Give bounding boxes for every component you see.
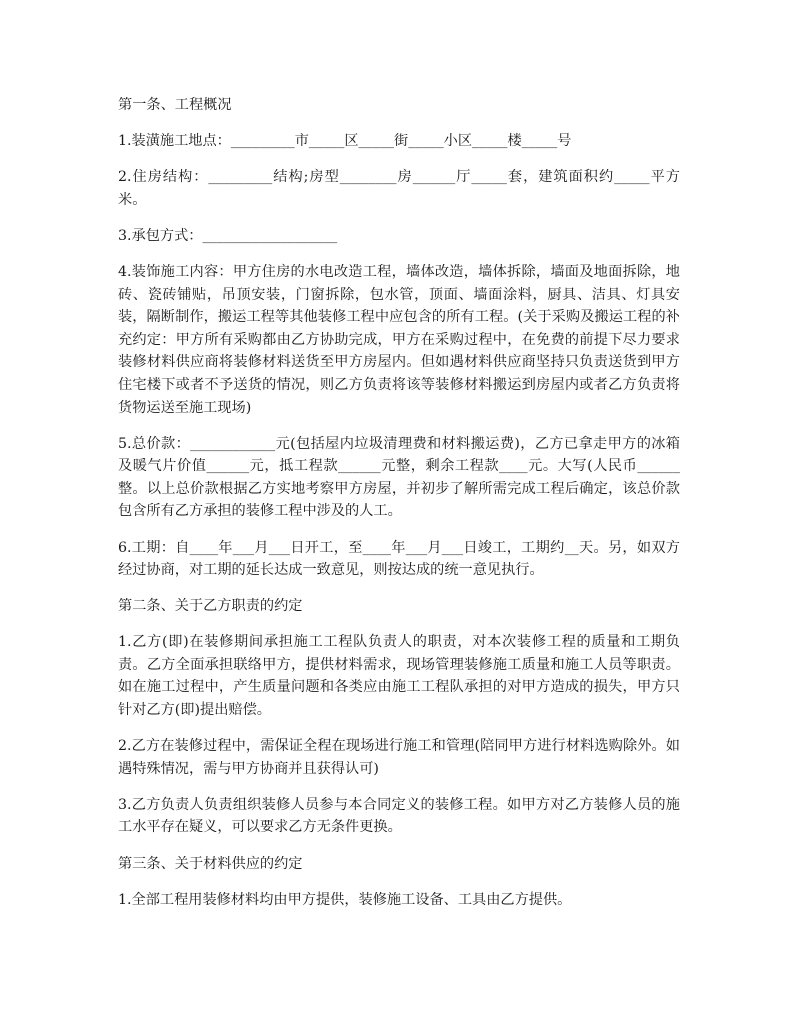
clause-2-3-workers: 3.乙方负责人负责组织装修人员参与本合同定义的装修工程。如甲方对乙方装修人员的施工水平存在疑义，可以要求乙方无条件更换。 — [118, 796, 680, 836]
clause-1-3-contract-method: 3.承包方式：___________________ — [118, 227, 338, 244]
clause-2-2-onsite: 2.乙方在装修过程中，需保证全程在现场进行施工和管理(陪同甲方进行材料选购除外。如遇特殊情况，需与甲方协商并且获得认可) — [118, 738, 680, 777]
clause-1-1-location: 1.装潢施工地点：_________市_____区_____街_____小区_____楼_____号 — [118, 133, 572, 150]
clause-2-1-responsibility: 1.乙方(即)在装修期间承担施工工程队负责人的职责，对本次装修工程的质量和工期负责。乙方全面承担联络甲方，提供材料需求，现场管理装修施工质量和施工人员等职责。如在施工过程中，产生质量问题和各类应由施工工程队承担的对甲方造成的损失，甲方只针对乙方(即)提出赔偿。 — [118, 634, 680, 719]
clause-1-5-total-price: 5.总价款：____________元(包括屋内垃圾清理费和材料搬运费)，乙方已拿走甲方的冰箱及暖气片价值______元，抵工程款______元整，剩余工程款____元。大写(人民币______整。以上总价款根据乙方实地考察甲方房屋，并初步了解所需完成工程后确定，该总价款包含所有乙方承担的装修工程中涉及的人工。 — [118, 435, 680, 520]
clause-3-1-materials: 1.全部工程用装修材料均由甲方提供，装修施工设备、工具由乙方提供。 — [118, 891, 572, 908]
document-page — [118, 94, 680, 925]
section-heading-2: 第二条、关于乙方职责的约定 — [118, 598, 303, 615]
section-heading-1: 第一条、工程概况 — [118, 97, 232, 113]
clause-1-4-scope: 4.装饰施工内容：甲方住房的水电改造工程，墙体改造，墙体拆除，墙面及地面拆除，地砖、瓷砖铺贴，吊顶安装，门窗拆除，包水管，顶面、墙面涂料，厨具、洁具、灯具安装，隔断制作，搬运工程等其他装修工程中应包含的所有工程。(关于采购及搬运工程的补充约定：甲方所有采购都由乙方协助完成，甲方在采购过程中，在免费的前提下尽力要求装修材料供应商将装修材料送货至甲方房屋内。但如遇材料供应商坚持只负责送货到甲方住宅楼下或者不予送货的情况，则乙方负责将该等装修材料搬运到房屋内或者乙方负责将货物运送至施工现场) — [118, 263, 680, 416]
clause-1-2-structure: 2.住房结构：_________结构;房型________房______厅_____套，建筑面积约_____平方米。 — [118, 169, 680, 208]
section-heading-3: 第三条、关于材料供应的约定 — [118, 855, 303, 872]
clause-1-6-schedule: 6.工期：自____年___月___日开工，至____年___月___日竣工，工期约__天。另，如双方经过协商，对工期的延长达成一致意见，则按达成的统一意见执行。 — [118, 539, 680, 579]
